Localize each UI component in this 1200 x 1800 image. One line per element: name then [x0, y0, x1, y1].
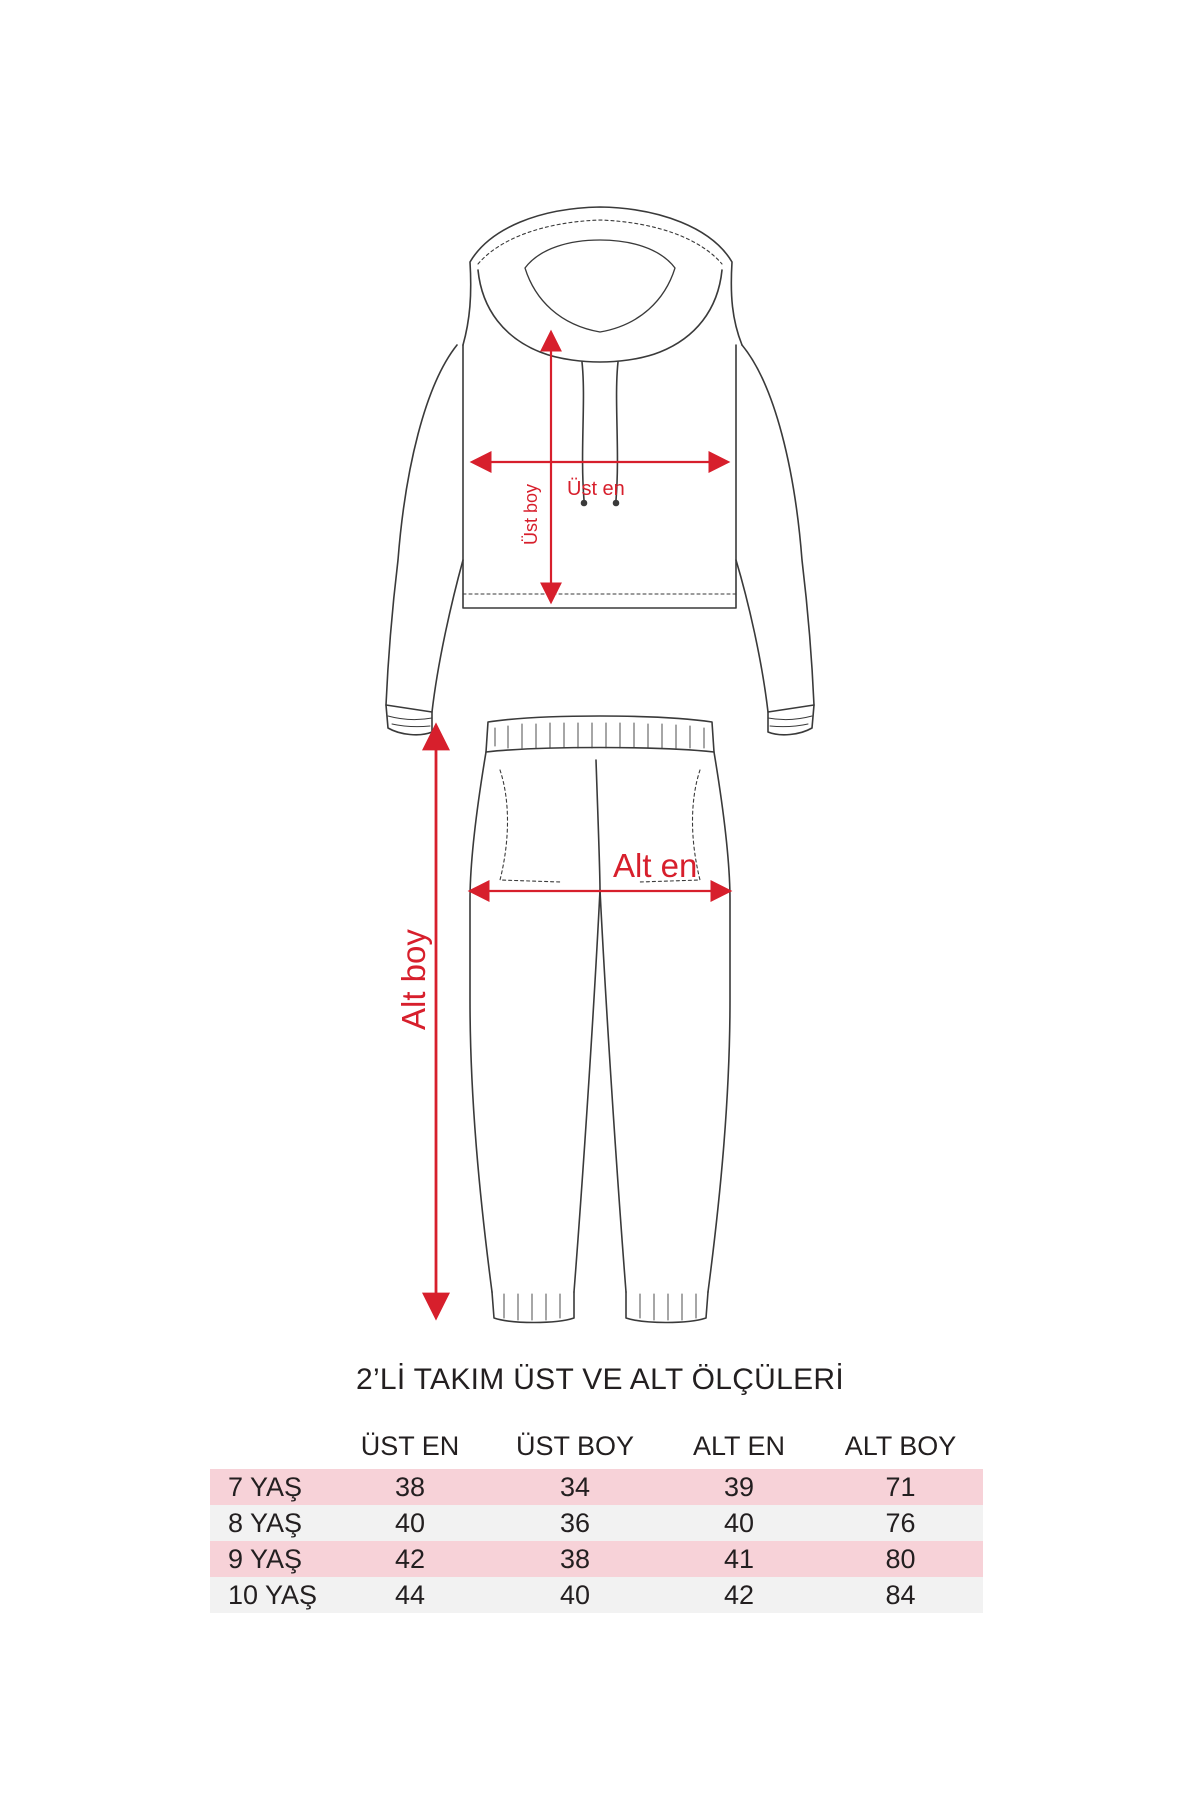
row-age-label: 10 YAŞ — [210, 1577, 330, 1613]
alt-boy-label: Alt boy — [395, 929, 432, 1030]
ust-en-label: Üst en — [567, 478, 625, 500]
column-header — [210, 1423, 330, 1469]
table-cell: 40 — [660, 1505, 818, 1541]
table-cell: 39 — [660, 1469, 818, 1505]
table-cell: 76 — [818, 1505, 983, 1541]
table-cell: 40 — [490, 1577, 660, 1613]
table-cell: 38 — [330, 1469, 490, 1505]
table-cell: 42 — [330, 1541, 490, 1577]
table-cell: 34 — [490, 1469, 660, 1505]
table-cell: 80 — [818, 1541, 983, 1577]
table-cell: 36 — [490, 1505, 660, 1541]
table-cell: 38 — [490, 1541, 660, 1577]
table-cell: 40 — [330, 1505, 490, 1541]
table-row — [210, 1577, 983, 1613]
table-cell: 42 — [660, 1577, 818, 1613]
table-row — [210, 1469, 983, 1505]
row-age-label: 7 YAŞ — [210, 1469, 330, 1505]
column-header-ust-en: ÜST EN — [360, 1430, 460, 1461]
table-header-row — [210, 1423, 983, 1469]
ust-boy-label: Üst boy — [521, 483, 541, 545]
hoodie-icon — [386, 207, 814, 735]
size-chart-table — [210, 1423, 983, 1613]
row-age-label: 9 YAŞ — [210, 1541, 330, 1577]
row-age-label: 8 YAŞ — [210, 1505, 330, 1541]
table-cell: 44 — [330, 1577, 490, 1613]
table-row — [210, 1505, 983, 1541]
table-cell: 71 — [818, 1469, 983, 1505]
table-cell: 84 — [818, 1577, 983, 1613]
column-header-ust-boy: ÜST BOY — [515, 1430, 635, 1461]
alt-en-label: Alt en — [613, 847, 698, 884]
table-row — [210, 1541, 983, 1577]
table-cell: 41 — [660, 1541, 818, 1577]
column-header-alt-en: ALT EN — [692, 1430, 786, 1461]
size-chart-title: 2’Lİ TAKIM ÜST VE ALT ÖLÇÜLERİ — [355, 1363, 845, 1396]
jogger-pants-icon — [470, 716, 730, 1323]
column-header-alt-boy: ALT BOY — [844, 1430, 957, 1461]
